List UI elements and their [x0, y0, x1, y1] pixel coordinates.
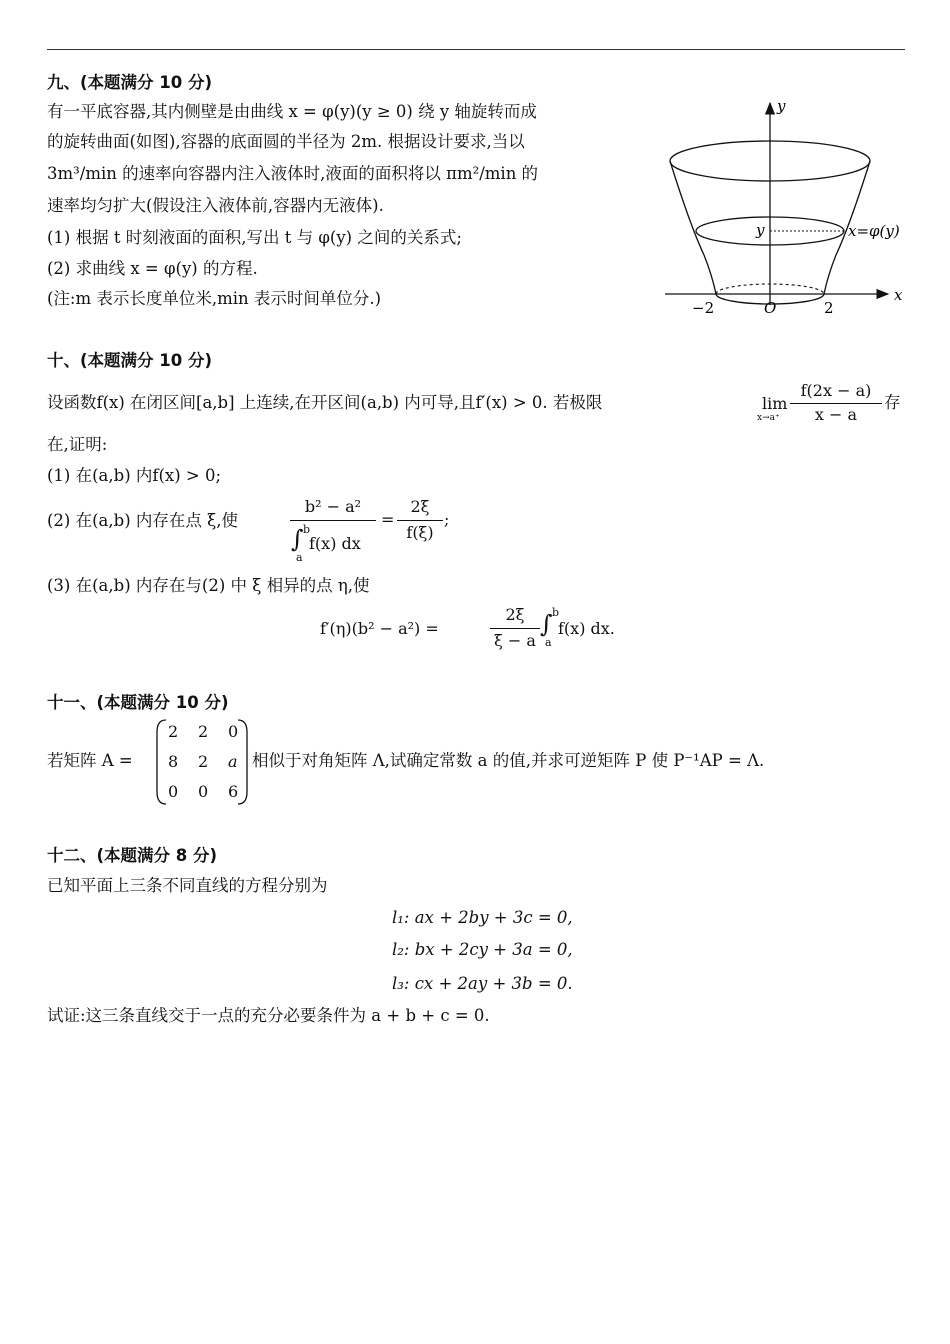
part2-numerator: b² − a² — [304, 497, 362, 516]
q9-part-1: (1) 根据 t 时刻液面的面积,写出 t 与 φ(y) 之间的关系式; — [47, 228, 462, 247]
matrix-cell-r1c2: 2 — [198, 722, 209, 741]
part2-rhs-bar — [397, 520, 443, 521]
left-wall — [670, 161, 716, 294]
q10-part-1: (1) 在(a,b) 内f(x) > 0; — [47, 466, 222, 485]
matrix-cell-r3c2: 0 — [198, 782, 209, 801]
part2-fraction-bar — [290, 520, 376, 521]
q10-part-3: (3) 在(a,b) 内存在与(2) 中 ξ 相异的点 η,使 — [47, 576, 370, 595]
q12-conclusion: 试证:这三条直线交于一点的充分必要条件为 a + b + c = 0. — [47, 1006, 490, 1025]
part2-equals: = — [381, 510, 395, 529]
q10-line-1-end: 存 — [884, 393, 901, 412]
matrix-cell-r2c1: 8 — [168, 752, 179, 771]
limit-subscript: x→a⁺ — [757, 413, 780, 423]
line-eq-1: l₁: ax + 2by + 3c = 0, — [392, 908, 573, 927]
eq3-int-lower: a — [545, 636, 552, 649]
origin-label: O — [764, 299, 777, 317]
matrix-cell-r3c3: 6 — [228, 782, 239, 801]
line-eq-2: l₂: bx + 2cy + 3a = 0, — [392, 940, 573, 959]
q10-heading: 十、(本题满分 10 分) — [47, 351, 213, 370]
matrix-cell-r2c2: 2 — [198, 752, 209, 771]
q9-part-2: (2) 求曲线 x = φ(y) 的方程. — [47, 259, 258, 278]
eq3-right: f(x) dx. — [558, 619, 615, 638]
x-axis-label: x — [894, 286, 903, 304]
eq3-int-upper: b — [552, 606, 560, 619]
q12-intro: 已知平面上三条不同直线的方程分别为 — [47, 876, 328, 895]
q9-line-3: 3m³/min 的速率向容器内注入液体时,液面的面积将以 πm²/min 的 — [47, 164, 539, 183]
part2-integral-sign: ∫ — [291, 525, 304, 553]
part2-rhs-denominator: f(ξ) — [406, 523, 434, 542]
part2-rhs-numerator: 2ξ — [410, 497, 430, 516]
eq3-integral-sign: ∫ — [540, 610, 553, 638]
right-tick-label: 2 — [824, 299, 834, 317]
q9-heading: 九、(本题满分 10 分) — [47, 73, 213, 92]
y-axis-label: y — [777, 97, 786, 115]
limit-denominator: x − a — [814, 405, 858, 424]
eq3-left: f′(η)(b² − a²) = — [320, 619, 439, 638]
q10-part-2: (2) 在(a,b) 内存在点 ξ,使 — [47, 511, 238, 530]
part2-int-upper: b — [303, 523, 311, 536]
part2-semicolon: ; — [444, 510, 450, 529]
container-figure — [660, 95, 910, 325]
limit-fraction-bar — [790, 403, 882, 404]
q10-line-2: 在,证明: — [47, 435, 108, 454]
matrix-cell-r2c3: a — [228, 752, 238, 771]
matrix-cell-r1c1: 2 — [168, 722, 179, 741]
limit-numerator: f(2x − a) — [800, 381, 872, 400]
eq3-numerator: 2ξ — [505, 605, 525, 624]
eq3-fraction-bar — [490, 628, 540, 629]
top-rule — [47, 49, 905, 50]
part2-denominator: f(x) dx — [309, 534, 361, 553]
q9-line-1: 有一平底容器,其内侧壁是由曲线 x = φ(y)(y ≥ 0) 绕 y 轴旋转而成 — [47, 102, 537, 121]
line-eq-3: l₃: cx + 2ay + 3b = 0. — [392, 974, 573, 993]
level-label: y — [756, 221, 765, 239]
curve-label: x=φ(y) — [848, 222, 900, 240]
limit-symbol: lim — [762, 394, 788, 413]
eq3-denominator: ξ − a — [494, 631, 536, 650]
matrix-cell-r1c3: 0 — [228, 722, 239, 741]
left-tick-label: −2 — [692, 299, 715, 317]
q10-line-1: 设函数f(x) 在闭区间[a,b] 上连续,在开区间(a,b) 内可导,且f′(x) > 0. 若极限 — [47, 393, 603, 412]
q11-lead: 若矩阵 A = — [47, 751, 133, 770]
q9-line-4: 速率均匀扩大(假设注入液体前,容器内无液体). — [47, 196, 384, 215]
part2-int-lower: a — [296, 551, 303, 564]
q11-heading: 十一、(本题满分 10 分) — [47, 693, 229, 712]
matrix-cell-r3c1: 0 — [168, 782, 179, 801]
q11-tail: 相似于对角矩阵 Λ,试确定常数 a 的值,并求可逆矩阵 P 使 P⁻¹AP = Λ. — [252, 751, 765, 770]
q9-line-2: 的旋转曲面(如图),容器的底面圆的半径为 2m. 根据设计要求,当以 — [47, 132, 525, 151]
q9-note: (注:m 表示长度单位米,min 表示时间单位分.) — [47, 289, 382, 308]
q12-heading: 十二、(本题满分 8 分) — [47, 846, 218, 865]
